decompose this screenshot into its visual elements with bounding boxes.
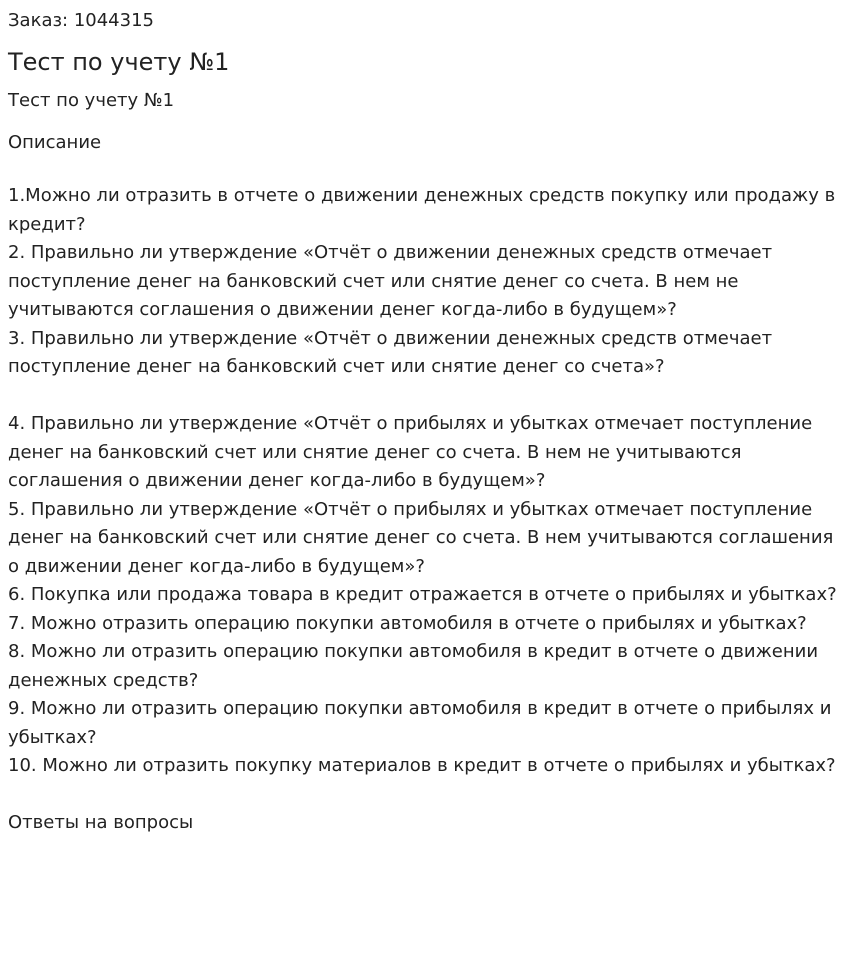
question-8: 8. Можно ли отразить операцию покупки автомобиля в кредит в отчете о движении денежных средств? [8,641,819,691]
question-10: 10. Можно ли отразить покупку материалов в кредит в отчете о прибылях и убытках? [8,755,836,776]
page-title: Тест по учету №1 [8,48,230,76]
question-5: 5. Правильно ли утверждение «Отчёт о прибылях и убытках отмечает поступление денег на банковский счет или снятие денег со счета. В нем учитываются соглашения о движении денег когда-либо в будущем»? [8,498,834,577]
question-9: 9. Можно ли отразить операцию покупки автомобиля в кредит в отчете о прибылях и убытках? [8,698,832,748]
order-number: Заказ: 1044315 [8,10,154,31]
page-subtitle: Тест по учету №1 [8,90,175,111]
description-heading: Описание [8,132,102,153]
question-3: 3. Правильно ли утверждение «Отчёт о движении денежных средств отмечает поступление денег на банковский счет или снятие денег со счета»? [8,327,773,377]
question-4: 4. Правильно ли утверждение «Отчёт о прибылях и убытках отмечает поступление денег на банковский счет или снятие денег со счета. В нем не учитываются соглашения о движении денег когда-либо в будущем»? [8,413,813,491]
question-7: 7. Можно отразить операцию покупки автомобиля в отчете о прибылях и убытках? [8,612,807,634]
answers-heading: Ответы на вопросы [8,812,194,833]
question-1: 1.Можно ли отразить в отчете о движении денежных средств покупку или продажу в кредит? [8,185,836,235]
question-6: 6. Покупка или продажа товара в кредит отражается в отчете о прибылях и убытках? [8,584,837,605]
answers-spacer [8,781,839,810]
questions-list [8,182,839,809]
question-2: 2. Правильно ли утверждение «Отчёт о движении денежных средств отмечает поступление денег на банковский счет или снятие денег со счета. В нем не учитываются соглашения о движении денег когда-либо в будущем»? [8,242,773,320]
question-spacer [8,382,839,411]
